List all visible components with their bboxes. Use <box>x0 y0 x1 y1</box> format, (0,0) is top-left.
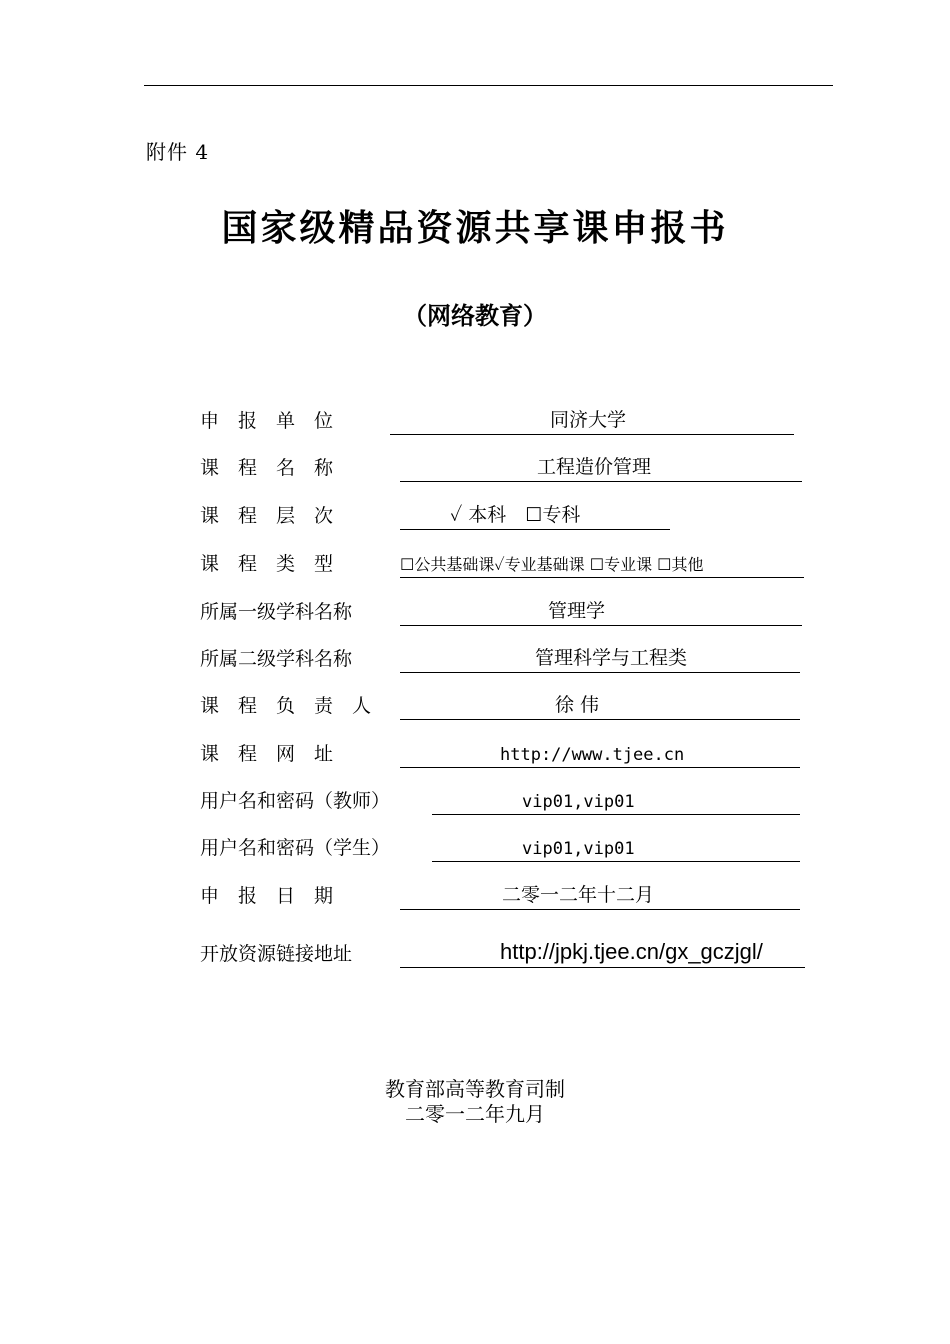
field-website <box>200 738 810 768</box>
field-course-level <box>200 500 680 530</box>
field-open-link <box>200 938 815 968</box>
field-course-name-value: 工程造价管理 <box>537 456 652 478</box>
field-account-student-label: 用户名和密码（学生） <box>200 837 391 859</box>
field-course-name <box>200 452 810 482</box>
field-course-name-label: 课 程 名 称 <box>200 457 334 479</box>
field-date-value: 二零一二年十二月 <box>502 884 655 906</box>
field-leader-label: 课 程 负 责 人 <box>200 695 372 717</box>
field-subject-1-value: 管理学 <box>548 600 606 622</box>
field-course-level-value: ✓ 本科 ☐专科 <box>450 504 581 526</box>
field-subject-1 <box>200 596 810 626</box>
field-account-teacher <box>200 785 810 815</box>
field-account-teacher-value: vip01,vip01 <box>522 792 635 812</box>
field-date-label: 申 报 日 期 <box>200 885 334 907</box>
field-account-student-value: vip01,vip01 <box>522 839 635 859</box>
footer-date: 二零一二年九月 <box>405 1102 545 1126</box>
field-subject-1-label: 所属一级学科名称 <box>200 601 353 623</box>
field-date <box>200 880 810 910</box>
field-website-value[interactable]: http://www.tjee.cn <box>500 745 685 765</box>
field-unit <box>200 405 800 435</box>
field-leader <box>200 690 810 720</box>
field-subject-2-label: 所属二级学科名称 <box>200 648 353 670</box>
field-unit-label: 申 报 单 位 <box>200 410 334 432</box>
field-open-link-value[interactable]: http://jpkj.tjee.cn/gx_gczjgl/ <box>500 939 763 964</box>
field-account-student <box>200 832 810 862</box>
field-account-teacher-label: 用户名和密码（教师） <box>200 790 391 812</box>
top-rule <box>144 85 833 86</box>
field-subject-2-value: 管理科学与工程类 <box>535 647 688 669</box>
attachment-label: 附件 4 <box>146 140 210 164</box>
field-website-label: 课 程 网 址 <box>200 743 334 765</box>
field-subject-2 <box>200 643 810 673</box>
field-leader-line <box>400 691 800 720</box>
document-title: 国家级精品资源共享课申报书 <box>221 208 729 249</box>
field-course-type-value: ☐公共基础课✓专业基础课 ☐专业课 ☐其他 <box>400 555 704 574</box>
field-course-level-label: 课 程 层 次 <box>200 505 334 527</box>
field-course-type-label: 课 程 类 型 <box>200 553 334 575</box>
document-subtitle: （网络教育） <box>403 302 547 330</box>
field-course-type <box>200 548 810 578</box>
field-open-link-label: 开放资源链接地址 <box>200 943 353 965</box>
footer-issuer: 教育部高等教育司制 <box>385 1077 565 1101</box>
field-unit-value: 同济大学 <box>550 409 627 431</box>
field-leader-value: 徐 伟 <box>555 694 600 716</box>
